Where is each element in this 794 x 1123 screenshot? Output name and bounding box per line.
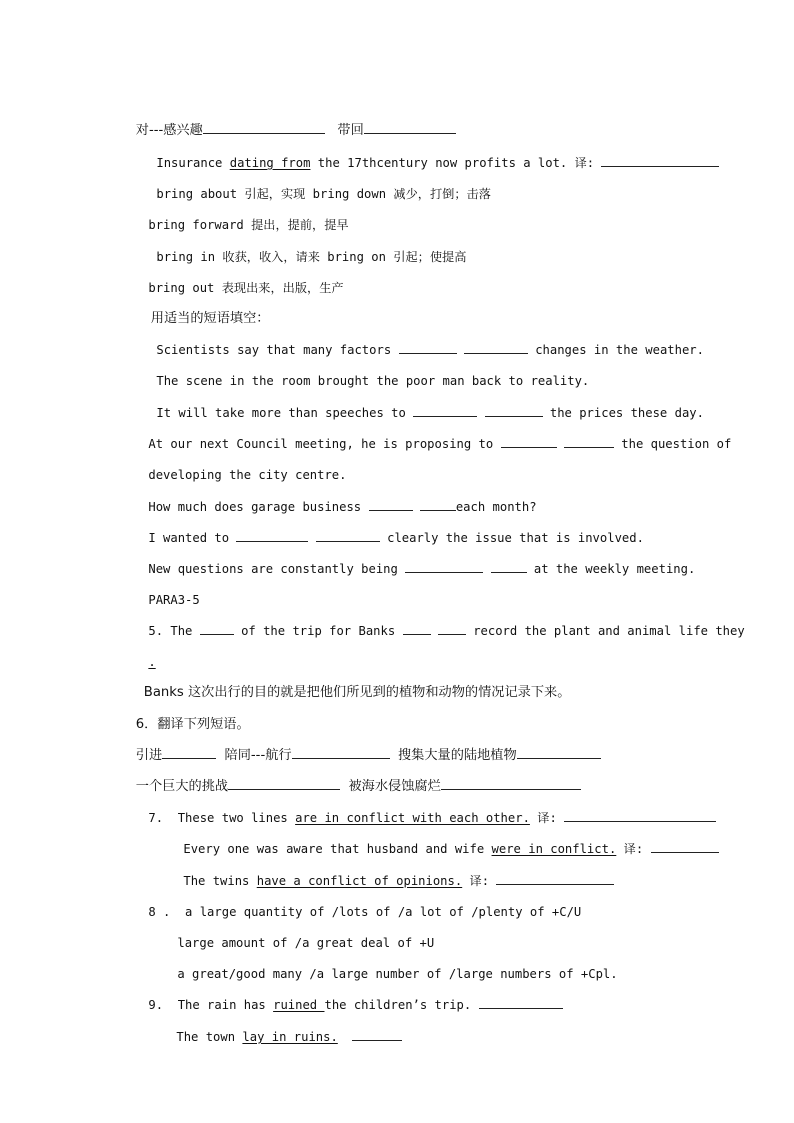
sentence-text: New questions are constantly being xyxy=(148,562,398,576)
phrase-text: 一个巨大的挑战 xyxy=(135,779,229,794)
underlined-phrase: lay in ruins. xyxy=(242,1030,338,1044)
answer-blank xyxy=(405,560,483,573)
doc-line-15 xyxy=(119,539,695,599)
sentence-text: It will take more than speeches to xyxy=(156,406,406,420)
underlined-phrase: have a conflict of opinions. xyxy=(256,874,463,888)
answer-blank xyxy=(403,622,431,635)
phrase-definitions: bring forward 提出，提前，提早 xyxy=(148,218,349,232)
sentence-text: at the weekly meeting. xyxy=(533,562,696,576)
sentence-text: each month? xyxy=(455,500,537,514)
section-heading: 6．翻译下列短语。 xyxy=(135,717,250,732)
phrase-text: 搜集大量的陆地植物 xyxy=(397,748,517,763)
doc-line-30 xyxy=(147,1007,402,1067)
phrase-text: 对---感兴趣 xyxy=(135,123,203,138)
sentence-text: clearly the issue that is involved. xyxy=(387,531,644,545)
answer-blank xyxy=(564,435,614,448)
sentence-text: the children’s trip. xyxy=(324,998,472,1012)
translation-text: Banks 这次出行的目的就是把他们所见到的植物和动物的情况记录下来。 xyxy=(143,685,571,700)
answer-blank xyxy=(501,435,557,448)
grammar-note: large amount of /a great deal of +U xyxy=(177,936,435,950)
sentence-text: The twins xyxy=(183,874,257,888)
sentence-text: The scene in the room brought the poor man back to reality. xyxy=(156,374,590,388)
section-heading: PARA3-5 xyxy=(148,593,200,607)
sentence-text: changes in the weather. xyxy=(535,343,704,357)
grammar-note: 8 . a large quantity of /lots of /a lot of /plenty of +C/U xyxy=(148,905,582,919)
sentence-text: 9. The rain has xyxy=(148,998,274,1012)
sentence-text: . xyxy=(148,655,156,669)
grammar-note: a great/good many /a large number of /large numbers of +Cpl. xyxy=(177,967,618,981)
underlined-phrase: ruined xyxy=(273,998,325,1012)
answer-blank xyxy=(352,1028,402,1041)
sentence-text: 7. These two lines xyxy=(148,811,296,825)
sentence-text: How much does garage business xyxy=(148,500,362,514)
answer-blank xyxy=(601,154,719,167)
phrase-definitions: bring in 收获，收入，请来 bring on 引起；使提高 xyxy=(156,250,467,264)
sentence-text: 译: xyxy=(616,842,644,856)
sentence-text: the prices these day. xyxy=(549,406,704,420)
phrase-definitions: bring out 表现出来，出版，生产 xyxy=(148,281,344,295)
phrase-text: 陪同---航行 xyxy=(224,748,292,763)
answer-blank xyxy=(438,622,466,635)
section-heading: 用适当的短语填空： xyxy=(150,311,270,326)
answer-blank xyxy=(491,560,527,573)
sentence-text: 5. The xyxy=(148,624,193,638)
sentence-text: developing the city centre. xyxy=(148,468,347,482)
sentence-text: 译: xyxy=(529,811,557,825)
sentence-text: of the trip for Banks xyxy=(241,624,396,638)
doc-line-17 xyxy=(119,601,745,661)
answer-blank xyxy=(200,622,234,635)
sentence-text: I wanted to xyxy=(148,531,230,545)
phrase-definitions: bring about 引起，实现 bring down 减少，打倒；击落 xyxy=(156,187,491,201)
phrase-text: 被海水侵蚀腐烂 xyxy=(348,779,441,794)
answer-blank xyxy=(479,996,563,1009)
sentence-text: At our next Council meeting, he is proposing to xyxy=(148,437,494,451)
underlined-phrase: are in conflict with each other. xyxy=(295,811,530,825)
sentence-text: 译: xyxy=(462,874,490,888)
phrase-text: 带回 xyxy=(337,123,364,138)
answer-blank xyxy=(651,840,719,853)
phrase-text: 引进 xyxy=(135,748,163,763)
sentence-text: record the plant and animal life they xyxy=(473,624,745,638)
sentence-text: Scientists say that many factors xyxy=(156,343,392,357)
sentence-text: Insurance xyxy=(156,156,230,170)
sentence-text: the 17thcentury now profits a lot. 译: xyxy=(310,156,595,170)
sentence-text: Every one was aware that husband and wife xyxy=(183,842,492,856)
underlined-phrase: dating from xyxy=(229,156,311,170)
sentence-text: The town xyxy=(176,1030,243,1044)
underlined-phrase: were in conflict. xyxy=(491,842,617,856)
sentence-text: the question of xyxy=(621,437,732,451)
